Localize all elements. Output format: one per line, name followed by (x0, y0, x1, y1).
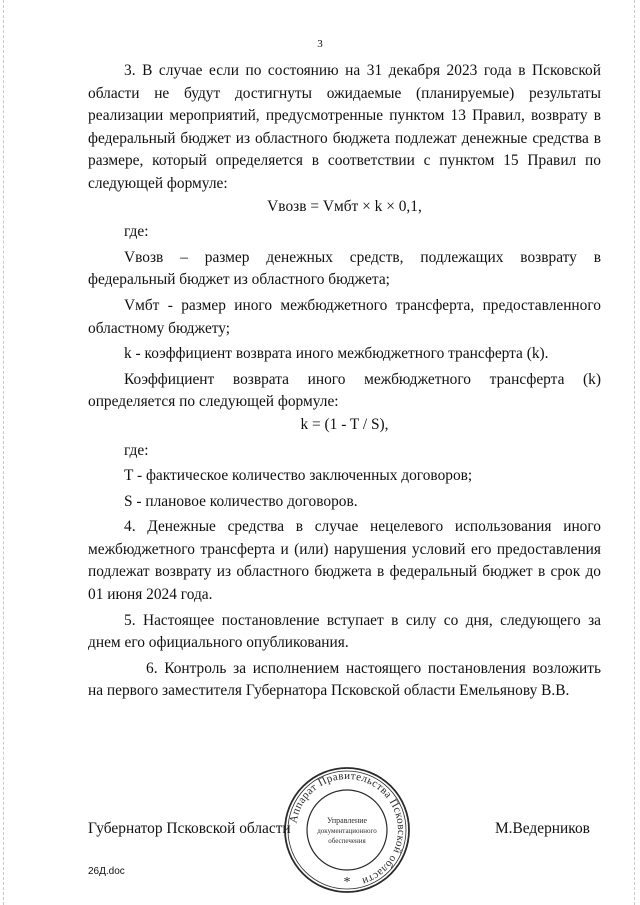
paragraph-6: 6. Контроль за исполнением настоящего постановления возложить на первого заместителя Губернатора Псковской области Емельянову В.В. (88, 659, 601, 700)
seal-star-icon: * (343, 875, 351, 890)
official-seal-stamp (282, 765, 412, 895)
definition-vmbt: Vмбт - размер иного межбюджетного трансферта, предоставленного областному бюджету; (88, 296, 601, 337)
formula-k: k = (1 - T / S), (300, 415, 389, 433)
paragraph-4: 4. Денежные средства в случае нецелевого использования иного межбюджетного трансферта и (или) нарушения условий его предоставления подлежат возврату из областного бюджета в федеральный бюджет в срок до 01 июня 2024 года. (88, 518, 601, 604)
formula-vvozv: Vвозв = Vмбт × k × 0,1, (267, 197, 422, 215)
page-right-edge (634, 0, 637, 905)
where-label: где: (124, 223, 149, 241)
signature-name: М.Ведерников (495, 820, 590, 837)
seal-inner-line-3: обеспечения (328, 837, 366, 845)
document-body (88, 60, 601, 703)
definition-s: S - плановое количество договоров. (124, 492, 358, 510)
page-left-edge (3, 0, 6, 905)
seal-outer-text: Аппарат Правительства Псковской области (287, 769, 408, 888)
where-label-2: где: (124, 441, 149, 459)
seal-inner-line-2: документационного (317, 827, 377, 835)
signature-position: Губернатор Псковской области (88, 820, 291, 837)
definition-k: k - коэффициент возврата иного межбюджетного трансферта (k). (124, 345, 549, 363)
definition-t: T - фактическое количество заключенных договоров; (124, 467, 473, 485)
seal-inner-line-1: Управление (326, 816, 368, 825)
paragraph-3: 3. В случае если по состоянию на 31 декабря 2023 года в Псковской области не будут достигнуты ожидаемые (планируемые) результаты реализации мероприятий, предусмотренные пунктом 13 Правил, возврату в федеральный бюджет из областного бюджета подлежат денежные средства в размере, который определяется в соответствии с пунктом 15 Правил по следующей формуле: (88, 62, 601, 192)
page-number: 3 (317, 38, 323, 50)
definition-vvozv: Vвозв – размер денежных средств, подлежащих возврату в федеральный бюджет из областного бюджета; (88, 248, 601, 289)
file-name-footer: 26Д.doc (88, 866, 125, 877)
paragraph-5: 5. Настоящее постановление вступает в силу со дня, следующего за днем его официального опубликования. (88, 611, 601, 652)
k-intro: Коэффициент возврата иного межбюджетного трансферта (k) определяется по следующей формуле: (88, 370, 601, 411)
